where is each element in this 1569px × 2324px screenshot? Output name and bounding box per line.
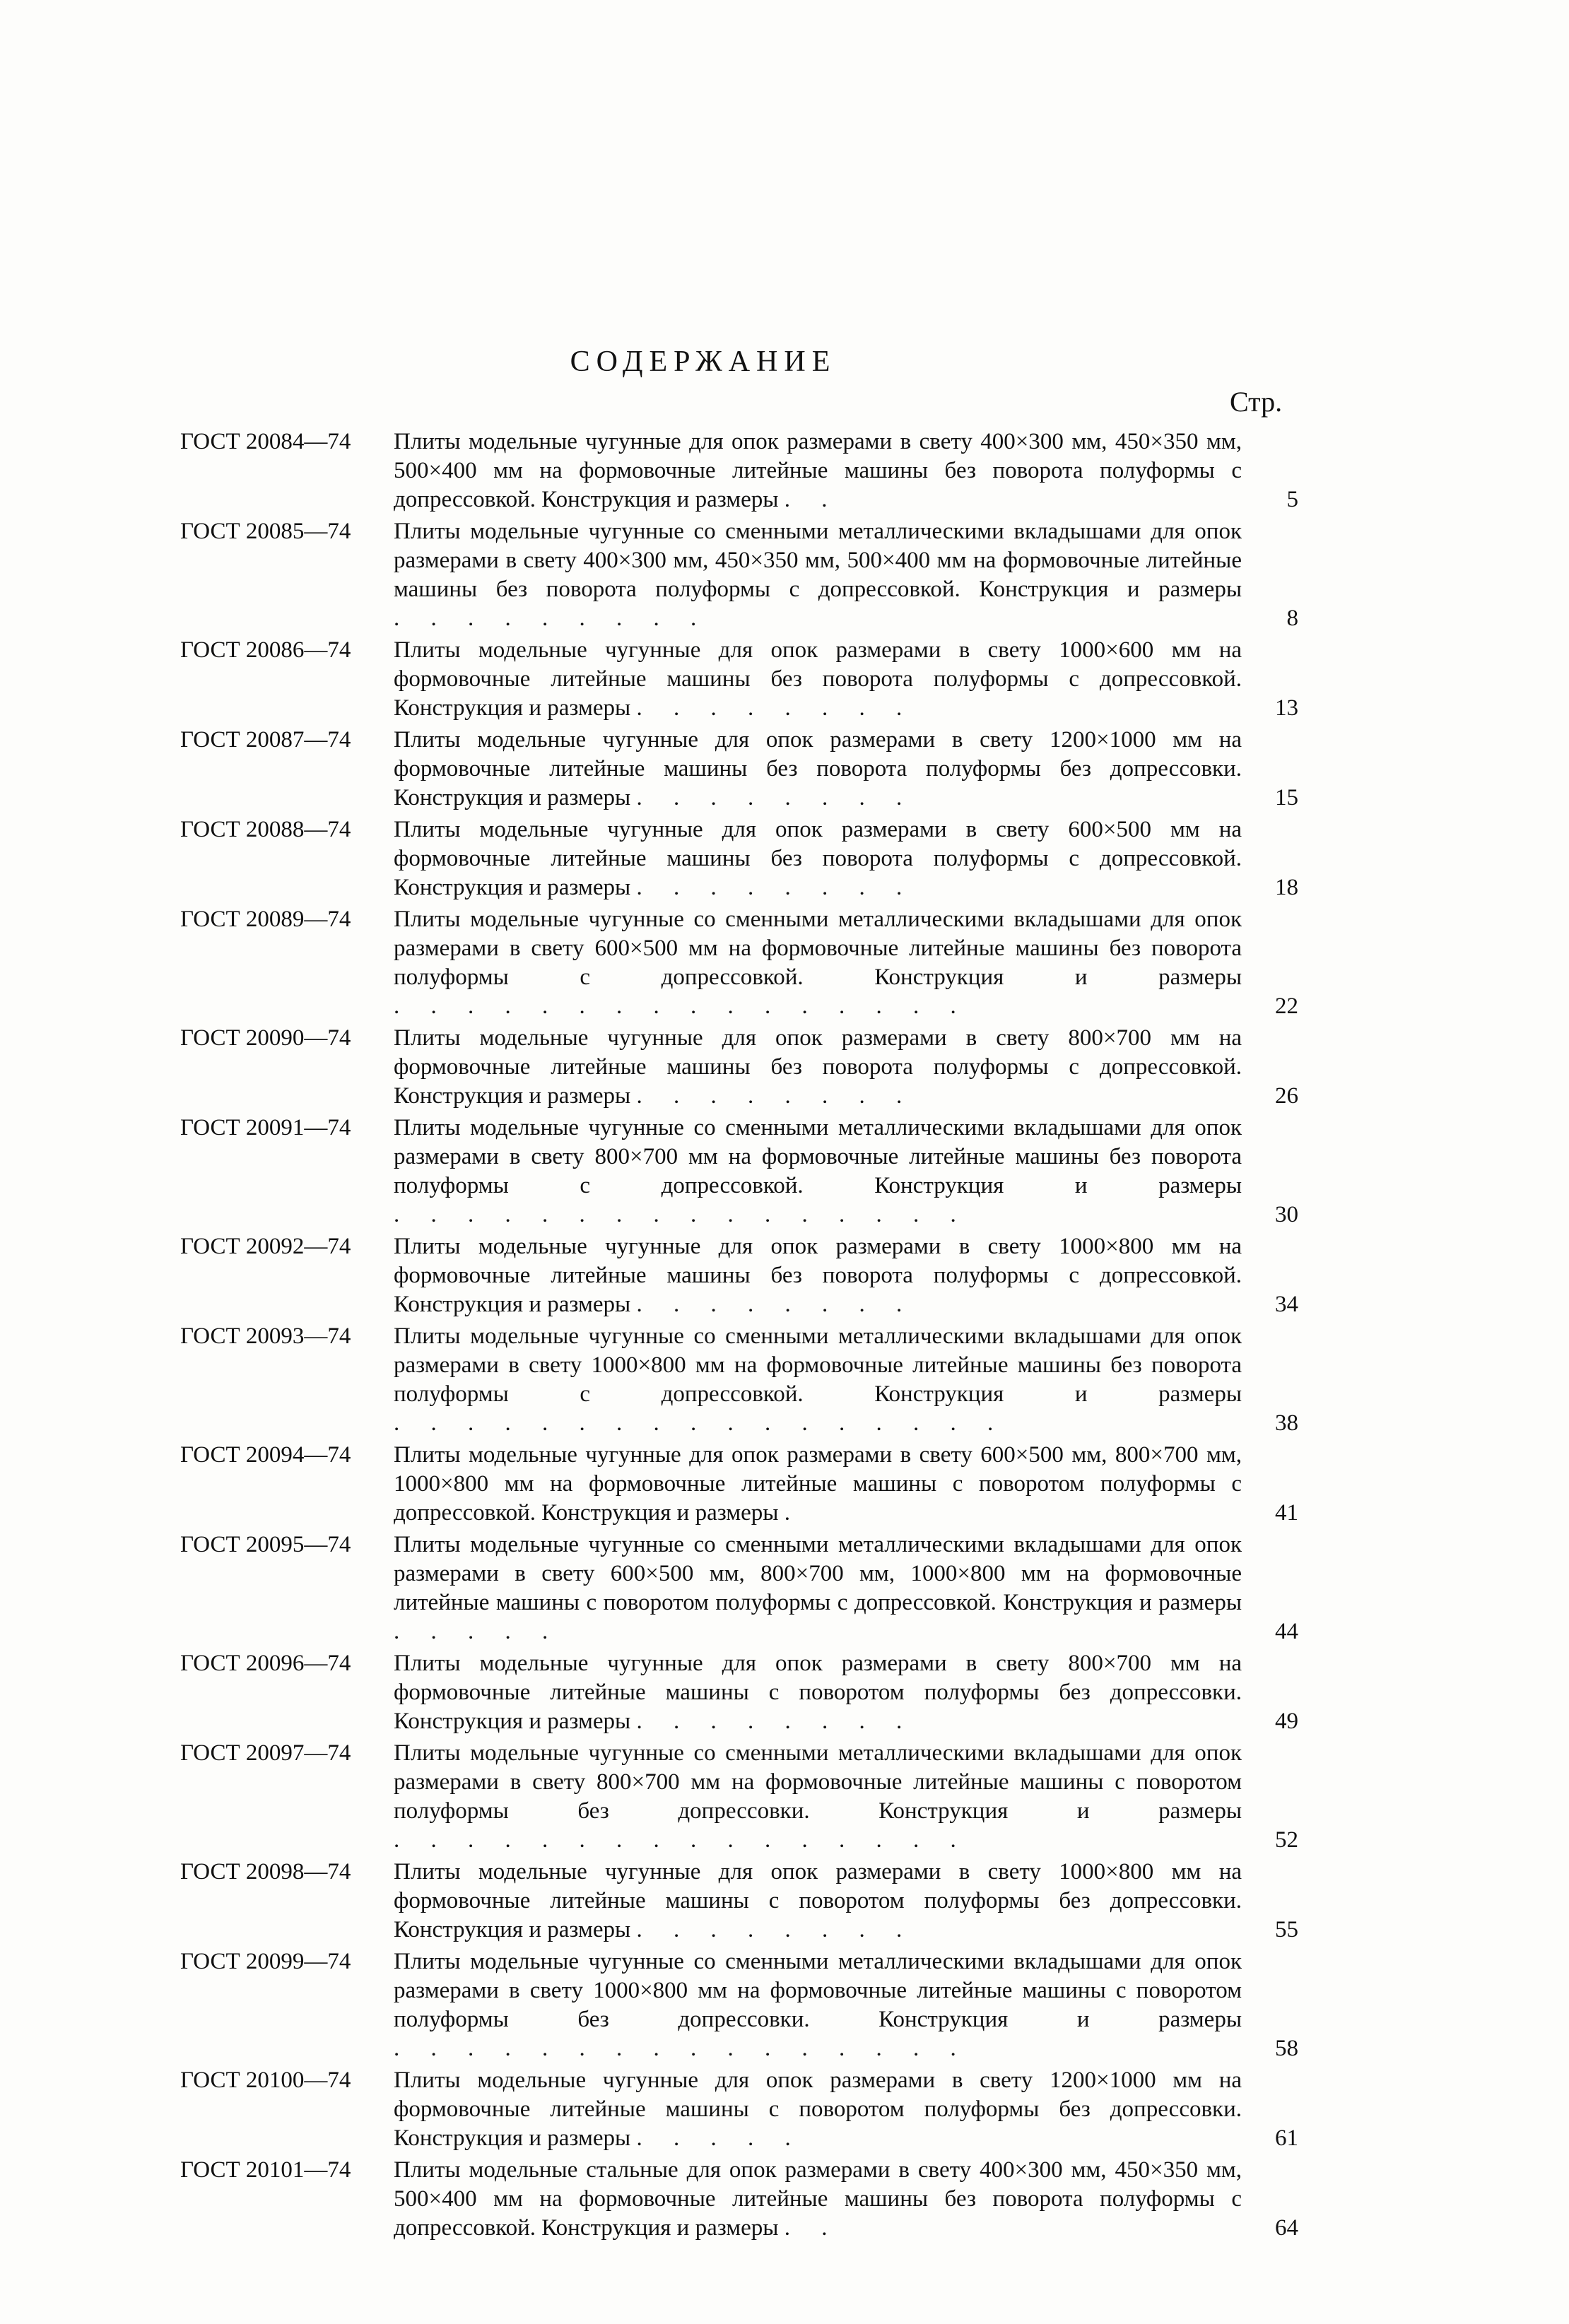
entry-title: [394, 1322, 1242, 1438]
toc-entry: [180, 427, 1311, 514]
gost-code: ГОСТ 20084—74: [180, 429, 351, 454]
page-number: 55: [1275, 1917, 1298, 1942]
entry-title: [394, 1858, 1242, 1945]
leader-dots: . .: [784, 2215, 840, 2241]
gost-code: ГОСТ 20086—74: [180, 637, 351, 663]
leader-dots: . . . . . . . . . . . . . . . .: [394, 2036, 969, 2061]
entry-title-text: Плиты модельные чугунные для опок размерами в свету 400×300 мм, 450×350 мм, 500×400 мм на формовочные литейные машины без поворота полуформы с допрессовкой. Конструкция и размеры: [394, 429, 1242, 512]
entry-title-text: Плиты модельные чугунные для опок размерами в свету 800×700 мм на формовочные литейные машины без поворота полуформы с допрессовкой. Конструкция и размеры: [394, 1025, 1242, 1109]
entry-title: [394, 1530, 1242, 1646]
page-number: 41: [1275, 1500, 1298, 1526]
gost-code: ГОСТ 20090—74: [180, 1025, 351, 1051]
leader-dots: . . . . . . . . .: [394, 606, 710, 631]
page-number: 64: [1275, 2215, 1298, 2241]
leader-dots: . . . . . . . .: [636, 1709, 915, 1734]
gost-code: ГОСТ 20099—74: [180, 1949, 351, 1974]
toc-entry: [180, 905, 1311, 1021]
page-number: 34: [1275, 1292, 1298, 1317]
gost-code: ГОСТ 20089—74: [180, 907, 351, 932]
leader-dots: . . . . . . . . . . . . . . . .: [394, 1827, 969, 1853]
toc-entry: [180, 1739, 1311, 1855]
leader-dots: . . . . . . . .: [636, 1917, 915, 1942]
entry-title: [394, 1114, 1242, 1229]
toc-entry: [180, 1649, 1311, 1736]
page-number: 52: [1275, 1827, 1298, 1853]
gost-code: ГОСТ 20085—74: [180, 519, 351, 544]
page-number: 18: [1275, 875, 1298, 900]
toc-entry: [180, 1858, 1311, 1945]
page-number: 22: [1275, 993, 1298, 1019]
gost-code: ГОСТ 20093—74: [180, 1323, 351, 1349]
toc-entry: [180, 1947, 1311, 2063]
page-number: 38: [1275, 1410, 1298, 1436]
entry-title: [394, 1232, 1242, 1319]
leader-dots: . . . . . . . .: [636, 695, 915, 721]
entry-title: [394, 1441, 1242, 1528]
entry-title: [394, 726, 1242, 813]
entry-title: [394, 905, 1242, 1021]
page-number: 61: [1275, 2125, 1298, 2151]
entry-title-text: Плиты модельные чугунные для опок размерами в свету 800×700 мм на формовочные литейные машины с поворотом полуформы без допрессовки. Конструкция и размеры: [394, 1651, 1242, 1734]
entry-title: [394, 2066, 1242, 2153]
leader-dots: . . . . . . . .: [636, 875, 915, 900]
entry-title-text: Плиты модельные стальные для опок размерами в свету 400×300 мм, 450×350 мм, 500×400 мм на формовочные литейные машины без поворота полуформы с допрессовкой. Конструкция и размеры: [394, 2157, 1242, 2241]
entry-title: [394, 1024, 1242, 1111]
page-number: 15: [1275, 785, 1298, 810]
gost-code: ГОСТ 20100—74: [180, 2068, 351, 2093]
gost-code: ГОСТ 20094—74: [180, 1442, 351, 1468]
leader-dots: . .: [784, 487, 840, 512]
entry-title-text: Плиты модельные чугунные со сменными металлическими вкладышами для опок размерами в свету 600×500 мм, 800×700 мм, 1000×800 мм на формовочные литейные машины с поворотом полуформы с допрессовкой. Конструкция и размеры: [394, 1532, 1242, 1615]
leader-dots: . . . . . . . . . . . . . . . .: [394, 1202, 969, 1227]
gost-code: ГОСТ 20092—74: [180, 1234, 351, 1259]
leader-dots: . . . . . . . . . . . . . . . .: [394, 993, 969, 1019]
toc-entry: [180, 1441, 1311, 1528]
page-number: 58: [1275, 2036, 1298, 2061]
entry-title-text: Плиты модельные чугунные со сменными металлическими вкладышами для опок размерами в свету 800×700 мм на формовочные литейные машины без поворота полуформы с допрессовкой. Конструкция и размеры: [394, 1115, 1242, 1198]
gost-code: ГОСТ 20095—74: [180, 1532, 351, 1557]
entry-title: [394, 1739, 1242, 1855]
toc-entry: [180, 815, 1311, 902]
toc-entry: [180, 517, 1311, 633]
gost-code: ГОСТ 20088—74: [180, 817, 351, 842]
toc-entry: [180, 726, 1311, 813]
entry-title-text: Плиты модельные чугунные со сменными металлическими вкладышами для опок размерами в свету 800×700 мм на формовочные литейные машины с поворотом полуформы без допрессовки. Конструкция и размеры: [394, 1740, 1242, 1824]
gost-code: ГОСТ 20101—74: [180, 2157, 351, 2183]
leader-dots: . . . . . . . .: [636, 1292, 915, 1317]
entry-title-text: Плиты модельные чугунные для опок размерами в свету 1200×1000 мм на формовочные литейные машины без поворота полуформы без допрессовки. Конструкция и размеры: [394, 727, 1242, 810]
entry-title: [394, 636, 1242, 723]
toc-entry: [180, 1232, 1311, 1319]
leader-dots: . . . . .: [394, 1619, 561, 1644]
toc-entry: [180, 1024, 1311, 1111]
gost-code: ГОСТ 20097—74: [180, 1740, 351, 1766]
entry-title-text: Плиты модельные чугунные со сменными металлическими вкладышами для опок размерами в свету 1000×800 мм на формовочные литейные машины с поворотом полуформы без допрессовки. Конструкция и размеры: [394, 1949, 1242, 2032]
leader-dots: . . . . . . . .: [636, 1083, 915, 1109]
entry-title: [394, 2156, 1242, 2243]
entry-title-text: Плиты модельные чугунные со сменными металлическими вкладышами для опок размерами в свету 1000×800 мм на формовочные литейные машины без поворота полуформы с допрессовкой. Конструкция и размеры: [394, 1323, 1242, 1407]
toc-entry: [180, 2066, 1311, 2153]
entry-title: [394, 815, 1242, 902]
page-number: 44: [1275, 1619, 1298, 1644]
page-number: 8: [1286, 606, 1298, 631]
pages-column-header: Стр.: [1230, 386, 1283, 418]
leader-dots: .: [784, 1500, 803, 1526]
gost-code: ГОСТ 20096—74: [180, 1651, 351, 1676]
entry-title-text: Плиты модельные чугунные со сменными металлическими вкладышами для опок размерами в свету 600×500 мм на формовочные литейные машины без поворота полуформы с допрессовкой. Конструкция и размеры: [394, 907, 1242, 990]
entry-title-text: Плиты модельные чугунные для опок размерами в свету 1000×600 мм на формовочные литейные машины без поворота полуформы с допрессовкой. Конструкция и размеры: [394, 637, 1242, 721]
entry-title-text: Плиты модельные чугунные для опок размерами в свету 1200×1000 мм на формовочные литейные машины с поворотом полуформы без допрессовки. Конструкция и размеры: [394, 2068, 1242, 2151]
toc-entry: [180, 1114, 1311, 1229]
gost-code: ГОСТ 20087—74: [180, 727, 351, 753]
toc-entry: [180, 2156, 1311, 2243]
entry-title-text: Плиты модельные чугунные для опок размерами в свету 600×500 мм, 800×700 мм, 1000×800 мм на формовочные литейные машины с поворотом полуформы с допрессовкой. Конструкция и размеры: [394, 1442, 1242, 1526]
entry-title-text: Плиты модельные чугунные для опок размерами в свету 1000×800 мм на формовочные литейные машины без поворота полуформы с допрессовкой. Конструкция и размеры: [394, 1234, 1242, 1317]
toc-entry: [180, 1322, 1311, 1438]
leader-dots: . . . . . . . .: [636, 785, 915, 810]
gost-code: ГОСТ 20091—74: [180, 1115, 351, 1140]
leader-dots: . . . . .: [636, 2125, 804, 2151]
page-number: 26: [1275, 1083, 1298, 1109]
entry-title-text: Плиты модельные чугунные для опок размерами в свету 600×500 мм на формовочные литейные машины без поворота полуформы с допрессовкой. Конструкция и размеры: [394, 817, 1242, 900]
entry-title: [394, 427, 1242, 514]
gost-code: ГОСТ 20098—74: [180, 1859, 351, 1884]
toc-entry: [180, 1530, 1311, 1646]
entry-title: [394, 517, 1242, 633]
entry-title: [394, 1947, 1242, 2063]
page-number: 30: [1275, 1202, 1298, 1227]
toc-list: [180, 427, 1311, 2246]
entry-title-text: Плиты модельные чугунные для опок размерами в свету 1000×800 мм на формовочные литейные машины с поворотом полуформы без допрессовки. Конструкция и размеры: [394, 1859, 1242, 1942]
toc-entry: [180, 636, 1311, 723]
leader-dots: . . . . . . . . . . . . . . . . .: [394, 1410, 1006, 1436]
page-number: 49: [1275, 1709, 1298, 1734]
entry-title-text: Плиты модельные чугунные со сменными металлическими вкладышами для опок размерами в свету 400×300 мм, 450×350 мм, 500×400 мм на формовочные литейные машины без поворота полуформы с допрессовкой. Конструкция и размеры: [394, 519, 1242, 602]
page-number: 5: [1286, 487, 1298, 512]
page-title: СОДЕРЖАНИЕ: [570, 346, 837, 378]
page-number: 13: [1275, 695, 1298, 721]
entry-title: [394, 1649, 1242, 1736]
